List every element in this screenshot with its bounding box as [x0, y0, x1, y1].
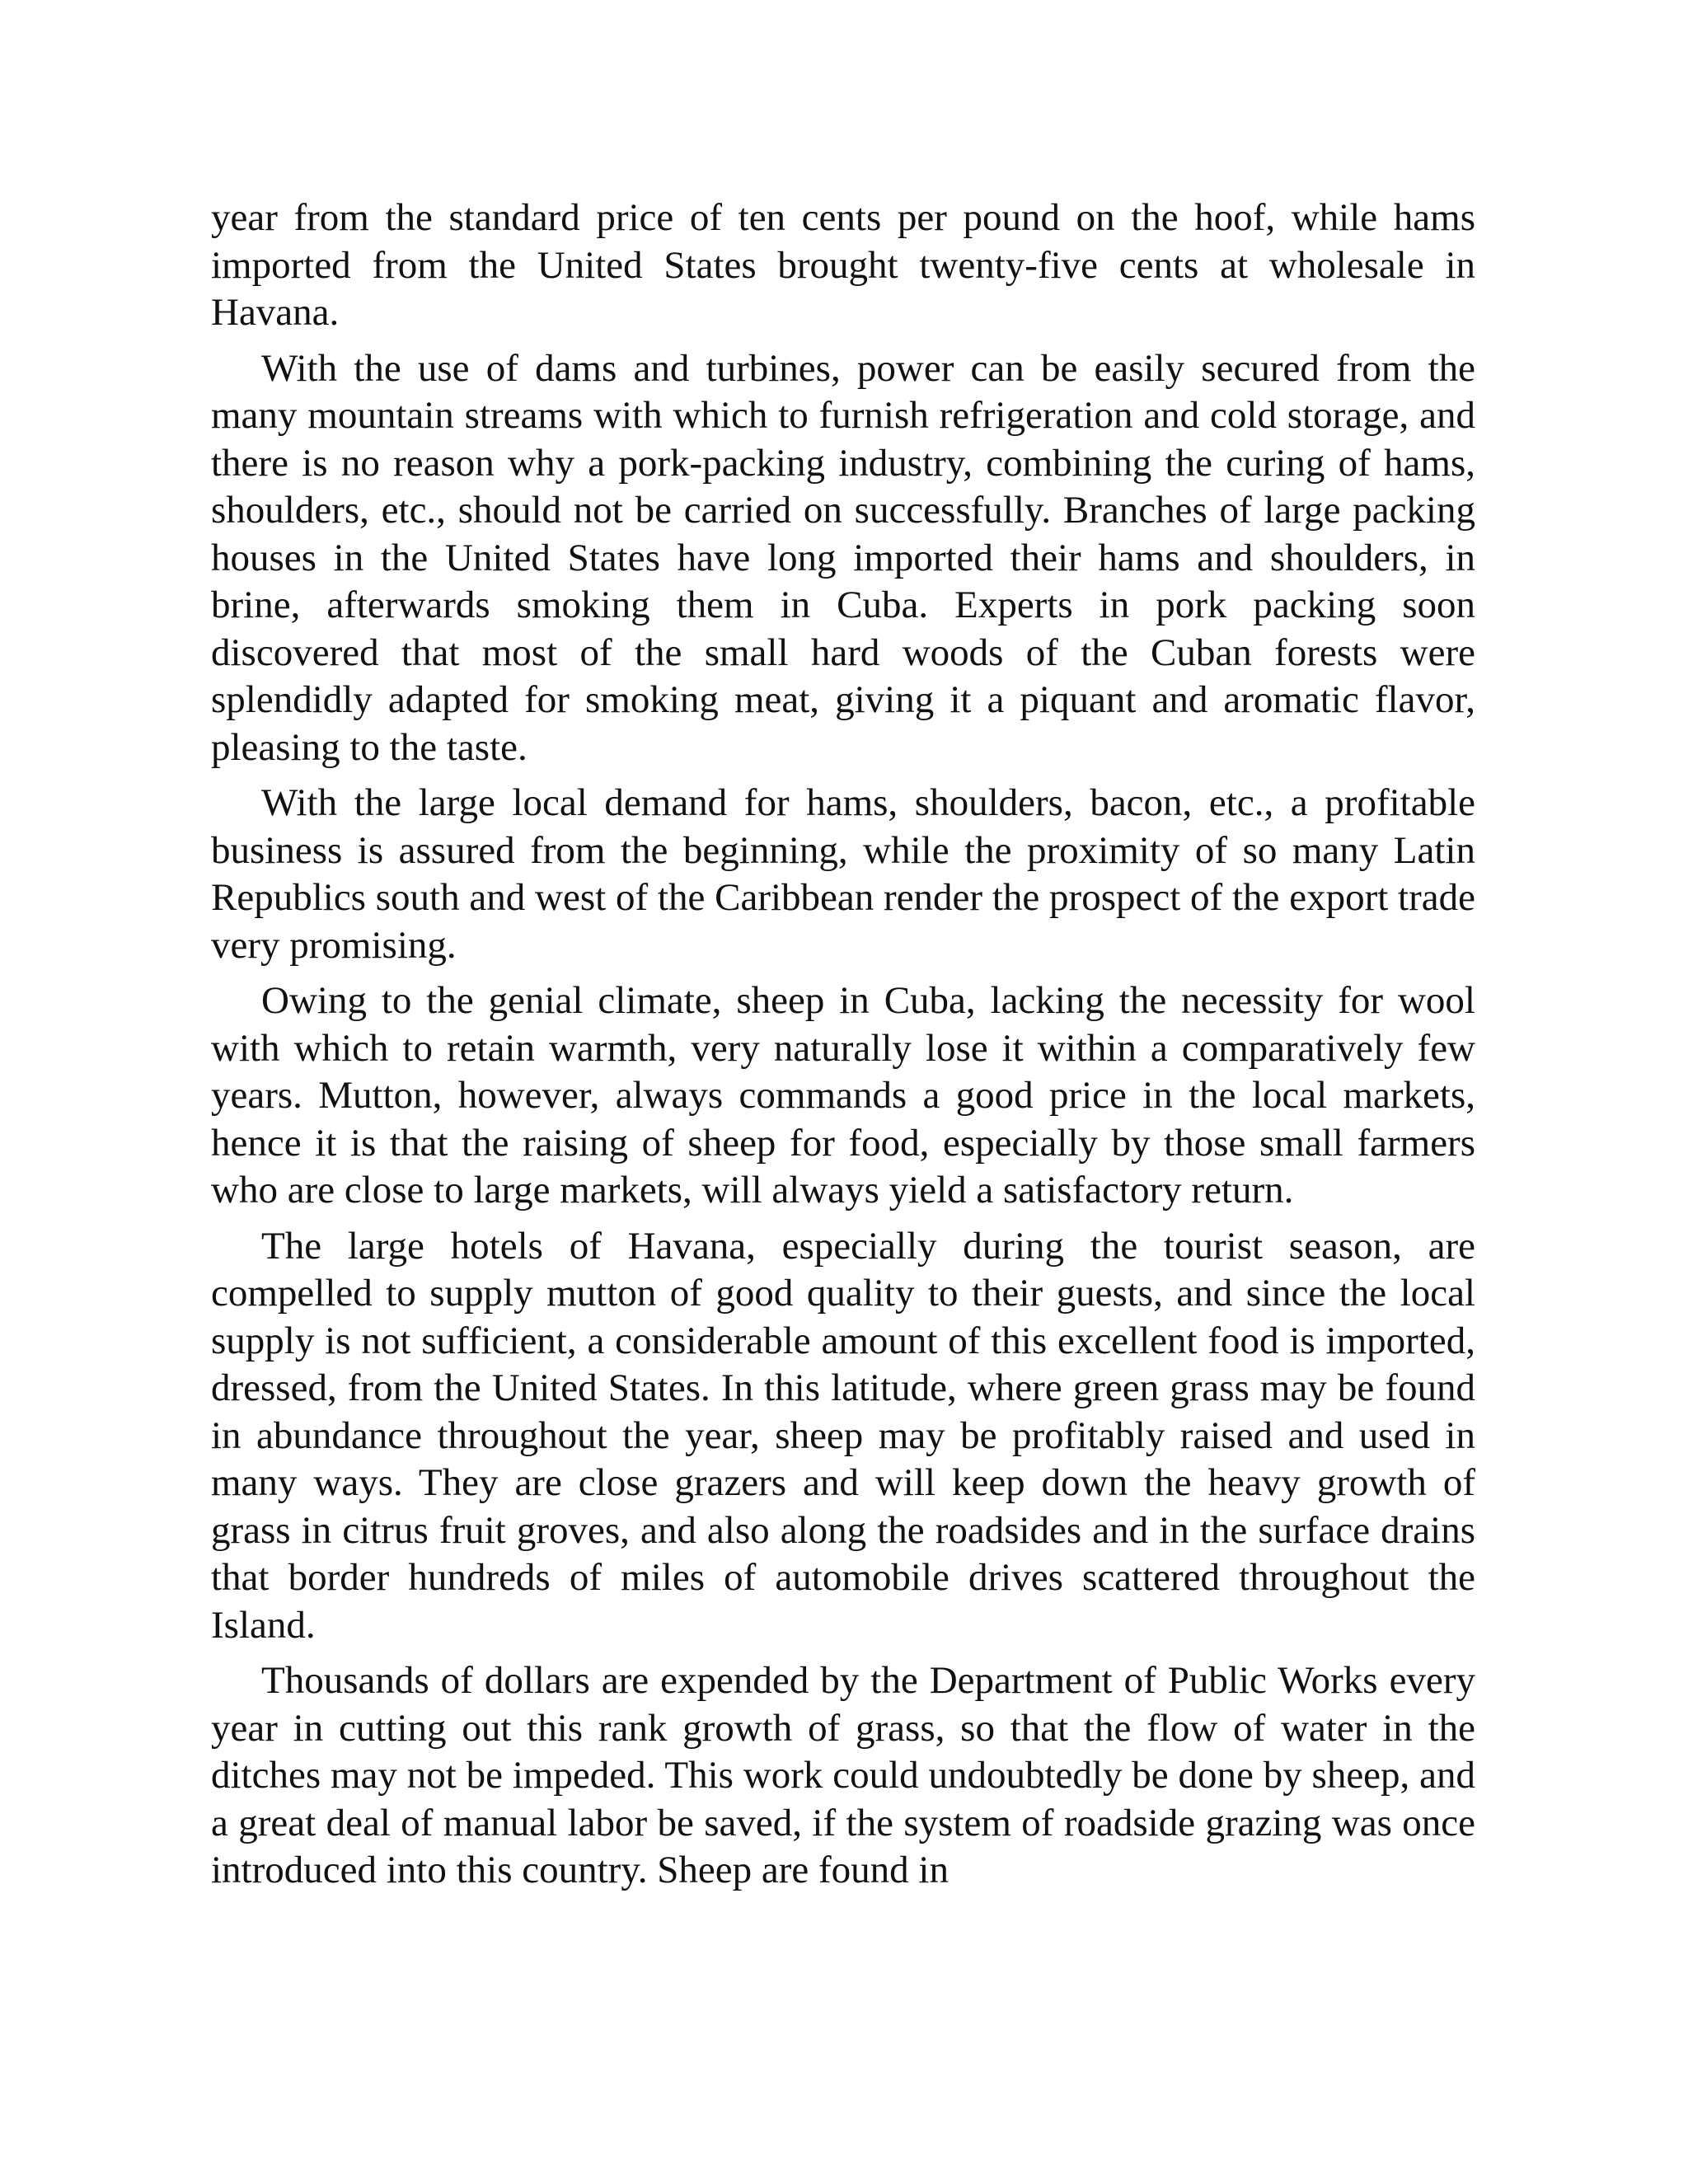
paragraph-hotels-mutton: The large hotels of Havana, especially during the tourist season, are compelled to supply mutton of good quality to their guests, and since the local supply is not sufficient, a considerable amount of this excellent food is imported, dressed, from the United States. In this latitude, where green grass may be found in abundance throughout the year, sheep may be profitably raised and used in many ways. They are close grazers and will keep down the heavy growth of grass in citrus fruit groves, and also along the roadsides and in the surface drains that border hundreds of miles of automobile drives scattered throughout the Island. [211, 1224, 1475, 1647]
paragraph-power-and-pork-packing: With the use of dams and turbines, power can be easily secured from the many mountain streams with which to furnish refrigeration and cold storage, and there is no reason why a pork-packing industry, combining the curing of hams, shoulders, etc., should not be carried on successfully. Branches of large packing houses in the United States have long imported their hams and shoulders, in brine, afterwards smoking them in Cuba. Experts in pork packing soon discovered that most of the small hard woods of the Cuban forests were splendidly adapted for smoking meat, giving it a piquant and aromatic flavor, pleasing to the taste. [211, 346, 1475, 769]
paragraph-local-demand: With the large local demand for hams, shoulders, bacon, etc., a profitable business is assured from the beginning, while the proximity of so many Latin Republics south and west of the Caribbean render the prospect of the export trade very promising. [211, 781, 1475, 967]
paragraph-continued: year from the standard price of ten cents per pound on the hoof, while hams imported from the United States brought twenty-five cents at wholesale in Havana. [211, 196, 1475, 334]
paragraph-public-works: Thousands of dollars are expended by the Department of Public Works every year in cutting out this rank growth of grass, so that the flow of water in the ditches may not be impeded. This work could undoubtedly be done by sheep, and a great deal of manual labor be saved, if the system of roadside grazing was once introduced into this country. Sheep are found in [211, 1659, 1475, 1891]
paragraph-sheep-climate: Owing to the genial climate, sheep in Cuba, lacking the necessity for wool with which to retain warmth, very naturally lose it within a comparatively few years. Mutton, however, always commands a good price in the local markets, hence it is that the raising of sheep for food, especially by those small farmers who are close to large markets, will always yield a satisfactory return. [211, 979, 1475, 1212]
page-body [211, 194, 1475, 1903]
